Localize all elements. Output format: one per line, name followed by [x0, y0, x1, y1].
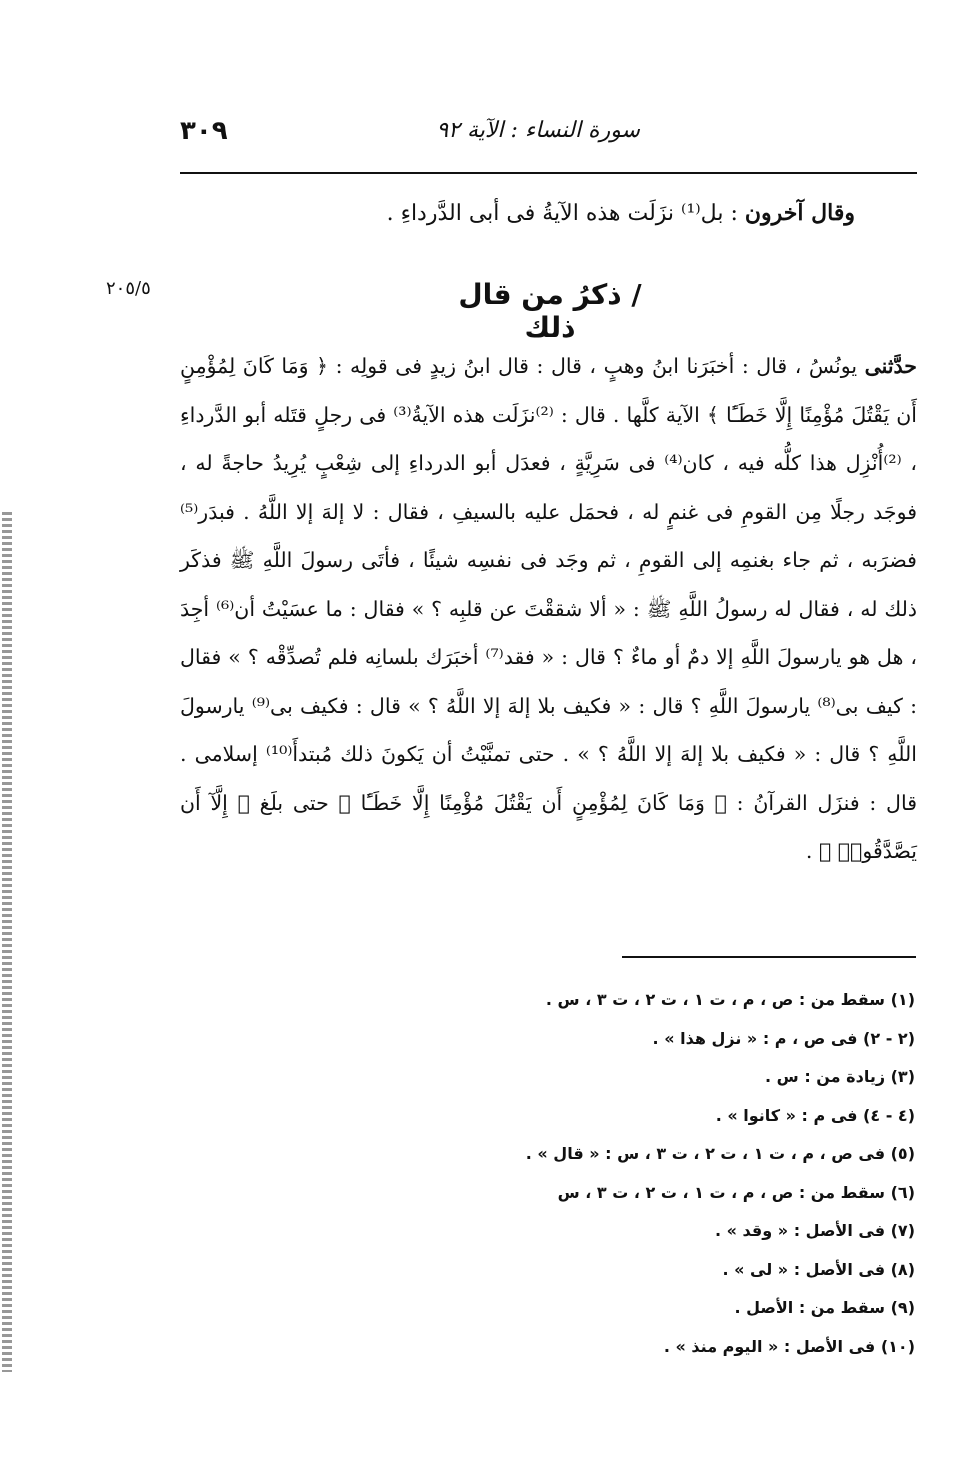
page-number: ٣٠٩ [180, 116, 228, 146]
margin-reference: ٢٠٥/٥ [106, 278, 151, 299]
footnote-item: (٦) سقط من : ص ، م ، ت ١ ، ت ٢ ، ت ٣ ، س [557, 1182, 915, 1202]
body-paragraph [180, 342, 917, 876]
footnote-item: (٥) فى ص ، م ، ت ١ ، ت ٢ ، ت ٣ ، س : « قال » . [525, 1144, 915, 1163]
running-head: سورة النساء : الآية ٩٢ [436, 118, 640, 143]
footnote-item: (٨) فى الأصل : « لى » . [722, 1259, 915, 1279]
body-text: يونُسُ ، قال : أخبَرَنا ابنُ وهبٍ ، قال : قال ابنُ زيدٍ فى قولِه : ﴿ وَمَا كَانَ لِمُؤْمِنٍ أَن يَقْتُلَ مُؤْمِنًا إِلَّا خَطَـًٔا ﴾ الآية كلَّها . قال : ⁽²⁾نزَلَت هذه الآيةُ⁽³⁾ فى رجلٍ قتَله أبو الدَّرداءِ ، ⁽²⁾أُنْزِل هذا كلُّه فيه ، كان⁽⁴⁾ فى سَرِيَّةٍ ، فعدَل أبو الدرداءِ إلى شِعْبٍ يُرِيدُ حاجةً له ، فوجَد رجلًا مِن القومِ فى غنمٍ له ، فحمَل عليه بالسيفِ ، فقال : لا إلهَ إلا اللَّهُ . فبدَر⁽⁵⁾ فضرَبه ، ثم جاء بغنمِه إلى القومِ ، ثم وجَد فى نفسِه شيئًا ، فأتَى رسولَ اللَّهِ ﷺ فذكَر ذلك له ، فقال له رسولُ اللَّهِ ﷺ : « ألا شققْتَ عن قلبِه ؟ » فقال : ما عسَيْتُ أن⁽⁶⁾ أجِدَ ، هل هو يارسولَ اللَّهِ إلا دمٌ أو ماءٌ ؟ قال : « فقد⁽⁷⁾ أخبَرَك بلسانِه فلم تُصدِّقْه ؟ » فقال : كيف بى⁽⁸⁾ يارسولَ اللَّهِ ؟ قال : « فكيف بلا إلهَ إلا اللَّهُ ؟ » قال : فكيف بى⁽⁹⁾ يارسولَ اللَّهِ ؟ قال : « فكيف بلا إلهَ إلا اللَّهُ ؟ » . حتى تمنَّيْتُ أن يَكونَ ذلك مُبتدأَ⁽¹⁰⁾ إسلامى . قال : فنزَل القرآنُ : ﴿ وَمَا كَانَ لِمُؤْمِنٍ أَن يَقْتُلَ مُؤْمِنًا إِلَّا خَطَـًٔا ﴾ حتى بلَغ ﴿ إِلَّآ أَن يَصَّدَّقُوا۟ ﴾ . [180, 354, 917, 863]
intro-speaker: وقال آخرون [744, 200, 855, 226]
footnote-rule [622, 956, 916, 958]
footnote-item: (٤ - ٤) فى م : « كانوا » . [715, 1105, 915, 1125]
footnote-item: (٧) فى الأصل : « وقد » . [715, 1221, 915, 1240]
footnote-item: (١) سقط من : ص ، م ، ت ١ ، ت ٢ ، ت ٣ ، س . [545, 990, 915, 1009]
footnote-item: (٣) زيادة من : س . [765, 1067, 915, 1086]
intro-text: : بل⁽¹⁾ نزَلَت هذه الآيةُ فى أبى الدَّرداءِ . [386, 201, 738, 226]
scan-binding-edge [2, 512, 12, 1372]
intro-paragraph [175, 200, 855, 226]
section-heading: / ذكرُ من قال ذلك [458, 278, 642, 344]
page-header [180, 116, 915, 156]
body-lead-word: حدَّثنى [864, 354, 917, 378]
footnote-item: (٢ - ٢) فى ص ، م : « نزل هذا » . [652, 1028, 915, 1048]
footnote-item: (١٠) فى الأصل : « اليوم منذ » . [663, 1336, 915, 1356]
header-rule [180, 172, 917, 174]
footnote-item: (٩) سقط من : الأصل . [734, 1298, 915, 1317]
footnotes-list [300, 985, 915, 1370]
